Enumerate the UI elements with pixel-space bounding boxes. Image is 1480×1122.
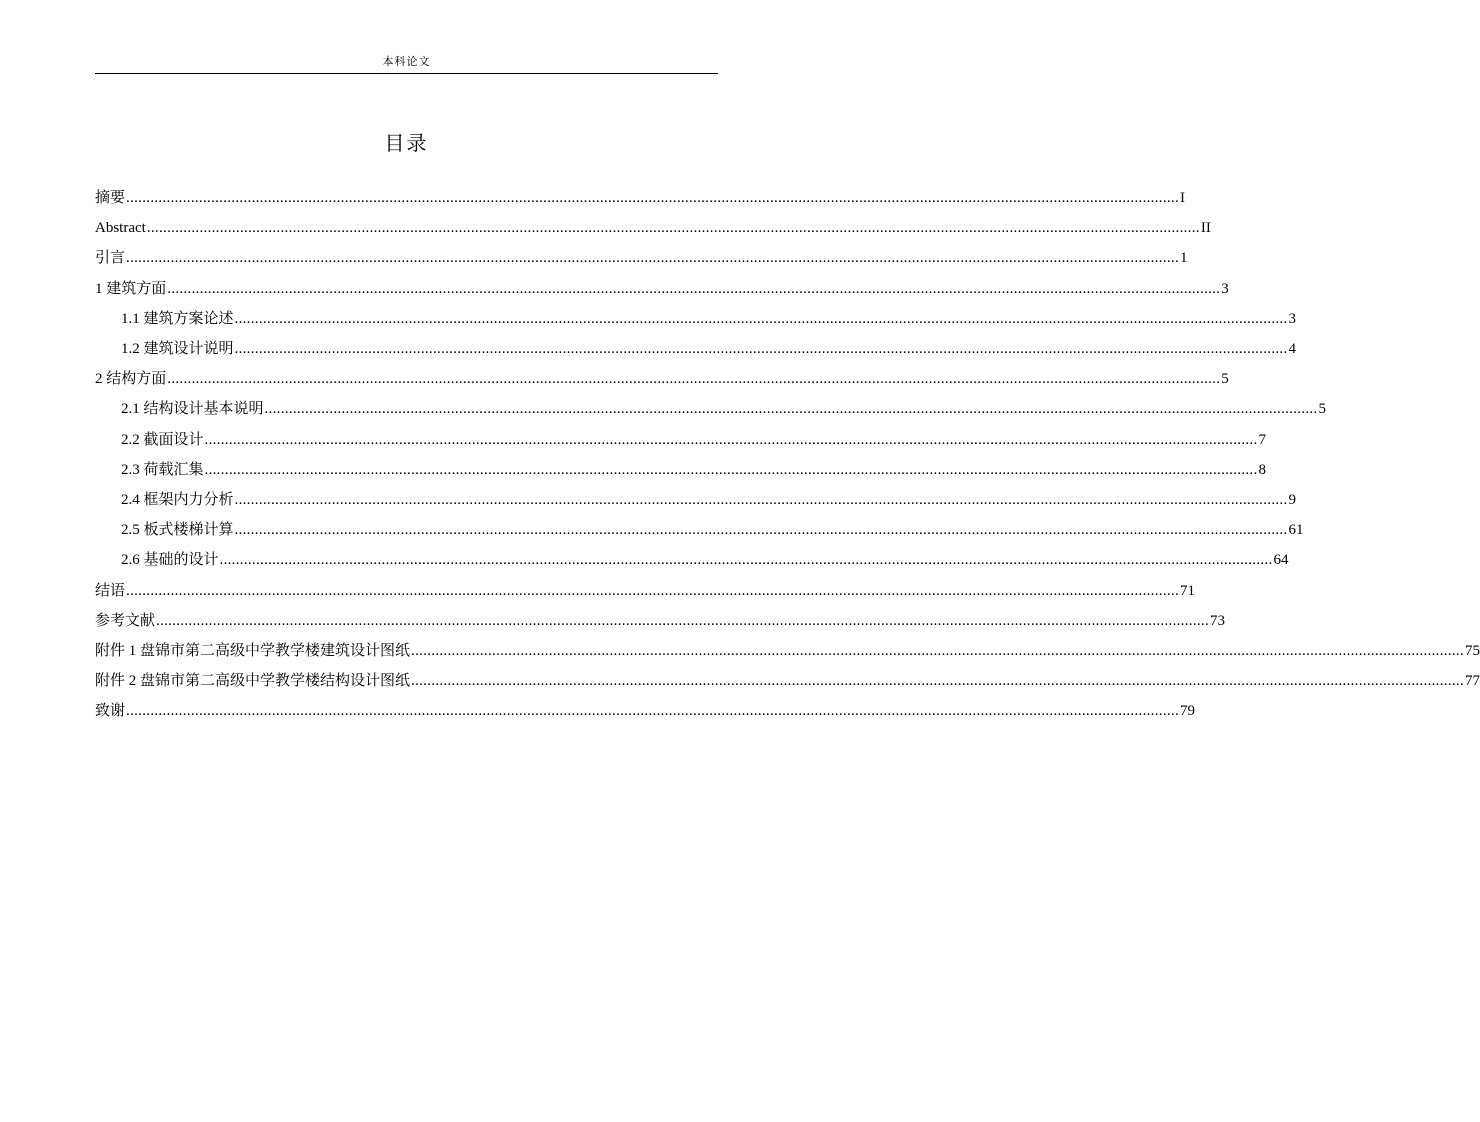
toc-entry-label: 2 结构方面 — [95, 371, 167, 388]
toc-dot-leader: .................................................................................................................................................................................................................................................................... — [126, 250, 1180, 267]
toc-entry[interactable] — [95, 277, 1229, 299]
toc-entry-page-number: 75 — [1465, 643, 1480, 659]
toc-entry-label: 2.4 框架内力分析 — [121, 492, 234, 508]
toc-dot-leader: .................................................................................................................................................................................................................................................................... — [156, 612, 1210, 629]
toc-entry-page-number: 8 — [1258, 461, 1267, 478]
toc-entry[interactable] — [95, 186, 1186, 208]
toc-dot-leader: .................................................................................................................................................................................................................................................................... — [219, 552, 1273, 569]
toc-entry-page-number: 3 — [1221, 280, 1229, 297]
toc-entry-page-number: 73 — [1210, 612, 1226, 629]
toc-entry-page-number: 7 — [1258, 431, 1267, 448]
toc-entry-label: 2.5 板式楼梯计算 — [121, 522, 234, 539]
toc-entry-page-number: 1 — [1180, 250, 1188, 267]
toc-dot-leader: .................................................................................................................................................................................................................................................................... — [167, 371, 1221, 388]
toc-entry-label: 1 建筑方面 — [95, 280, 167, 297]
toc-entry-label: 2.6 基础的设计 — [121, 552, 219, 569]
toc-entry[interactable] — [121, 307, 1297, 329]
toc-entry-label: 附件 1 盘锦市第二高级中学教学楼建筑设计图纸 — [95, 643, 411, 659]
toc-entry-label: 引言 — [95, 250, 126, 267]
toc-entry-label: 1.1 建筑方案论述 — [121, 310, 234, 327]
toc-entry-page-number: 79 — [1180, 703, 1196, 720]
toc-entry-page-number: 61 — [1288, 522, 1304, 539]
toc-entry-label: 附件 2 盘锦市第二高级中学教学楼结构设计图纸 — [95, 673, 411, 690]
toc-entry-page-number: 5 — [1318, 401, 1327, 418]
toc-entry-page-number: 9 — [1288, 492, 1297, 508]
toc-entry[interactable] — [95, 246, 1188, 268]
toc-entry[interactable] — [121, 518, 1304, 540]
toc-entry-label: 致谢 — [95, 703, 126, 720]
toc-entry[interactable] — [121, 397, 1327, 419]
toc-dot-leader: .................................................................................................................................................................................................................................................................... — [146, 220, 1200, 237]
toc-dot-leader: .................................................................................................................................................................................................................................................................... — [264, 401, 1318, 418]
toc-entry-page-number: I — [1180, 190, 1186, 206]
toc-entry-label: 2.3 荷载汇集 — [121, 461, 204, 478]
toc-entry-label: 2.2 截面设计 — [121, 431, 204, 448]
toc-dot-leader: .................................................................................................................................................................................................................................................................... — [126, 190, 1180, 206]
toc-entry[interactable] — [121, 488, 1297, 510]
toc-entry-label: Abstract — [95, 220, 146, 237]
toc-entry-label: 2.1 结构设计基本说明 — [121, 401, 264, 418]
toc-dot-leader: .................................................................................................................................................................................................................................................................... — [234, 492, 1288, 508]
toc-dot-leader: .................................................................................................................................................................................................................................................................... — [234, 341, 1288, 357]
toc-dot-leader: .................................................................................................................................................................................................................................................................... — [411, 643, 1465, 659]
toc-entry-label: 结语 — [95, 582, 126, 599]
toc-entry[interactable] — [121, 428, 1267, 450]
toc-entry[interactable] — [121, 458, 1267, 480]
toc-dot-leader: .................................................................................................................................................................................................................................................................... — [411, 673, 1465, 690]
toc-entry[interactable] — [95, 367, 1229, 389]
toc-entry-page-number: 3 — [1288, 310, 1297, 327]
toc-entry[interactable] — [95, 639, 1480, 661]
toc-entry[interactable] — [95, 699, 1196, 721]
toc-entry[interactable] — [121, 337, 1297, 359]
toc-dot-leader: .................................................................................................................................................................................................................................................................... — [126, 703, 1180, 720]
toc-entry[interactable] — [121, 548, 1289, 570]
toc-entry[interactable] — [95, 579, 1196, 601]
header-rule — [95, 73, 718, 74]
running-header: 本科论文 — [382, 56, 431, 68]
toc-dot-leader: .................................................................................................................................................................................................................................................................... — [234, 522, 1288, 539]
toc-entry-page-number: 71 — [1180, 582, 1196, 599]
toc-entry-label: 1.2 建筑设计说明 — [121, 341, 234, 357]
toc-entry-page-number: 4 — [1288, 341, 1297, 357]
toc-entry-label: 参考文献 — [95, 612, 156, 629]
toc-entry-page-number: 5 — [1221, 371, 1229, 388]
toc-dot-leader: .................................................................................................................................................................................................................................................................... — [126, 582, 1180, 599]
toc-dot-leader: .................................................................................................................................................................................................................................................................... — [234, 310, 1288, 327]
toc-entry-label: 摘要 — [95, 190, 126, 206]
toc-entry-page-number: II — [1200, 220, 1211, 237]
toc-dot-leader: .................................................................................................................................................................................................................................................................... — [204, 461, 1258, 478]
toc-dot-leader: .................................................................................................................................................................................................................................................................... — [167, 280, 1221, 297]
toc-dot-leader: .................................................................................................................................................................................................................................................................... — [204, 431, 1258, 448]
toc-entry-page-number: 77 — [1465, 673, 1480, 690]
toc-entry[interactable] — [95, 609, 1226, 631]
toc-entry[interactable] — [95, 669, 1480, 691]
toc-title: 目录 — [384, 133, 429, 155]
toc-entry[interactable] — [95, 216, 1211, 238]
toc-entry-page-number: 64 — [1273, 552, 1289, 569]
